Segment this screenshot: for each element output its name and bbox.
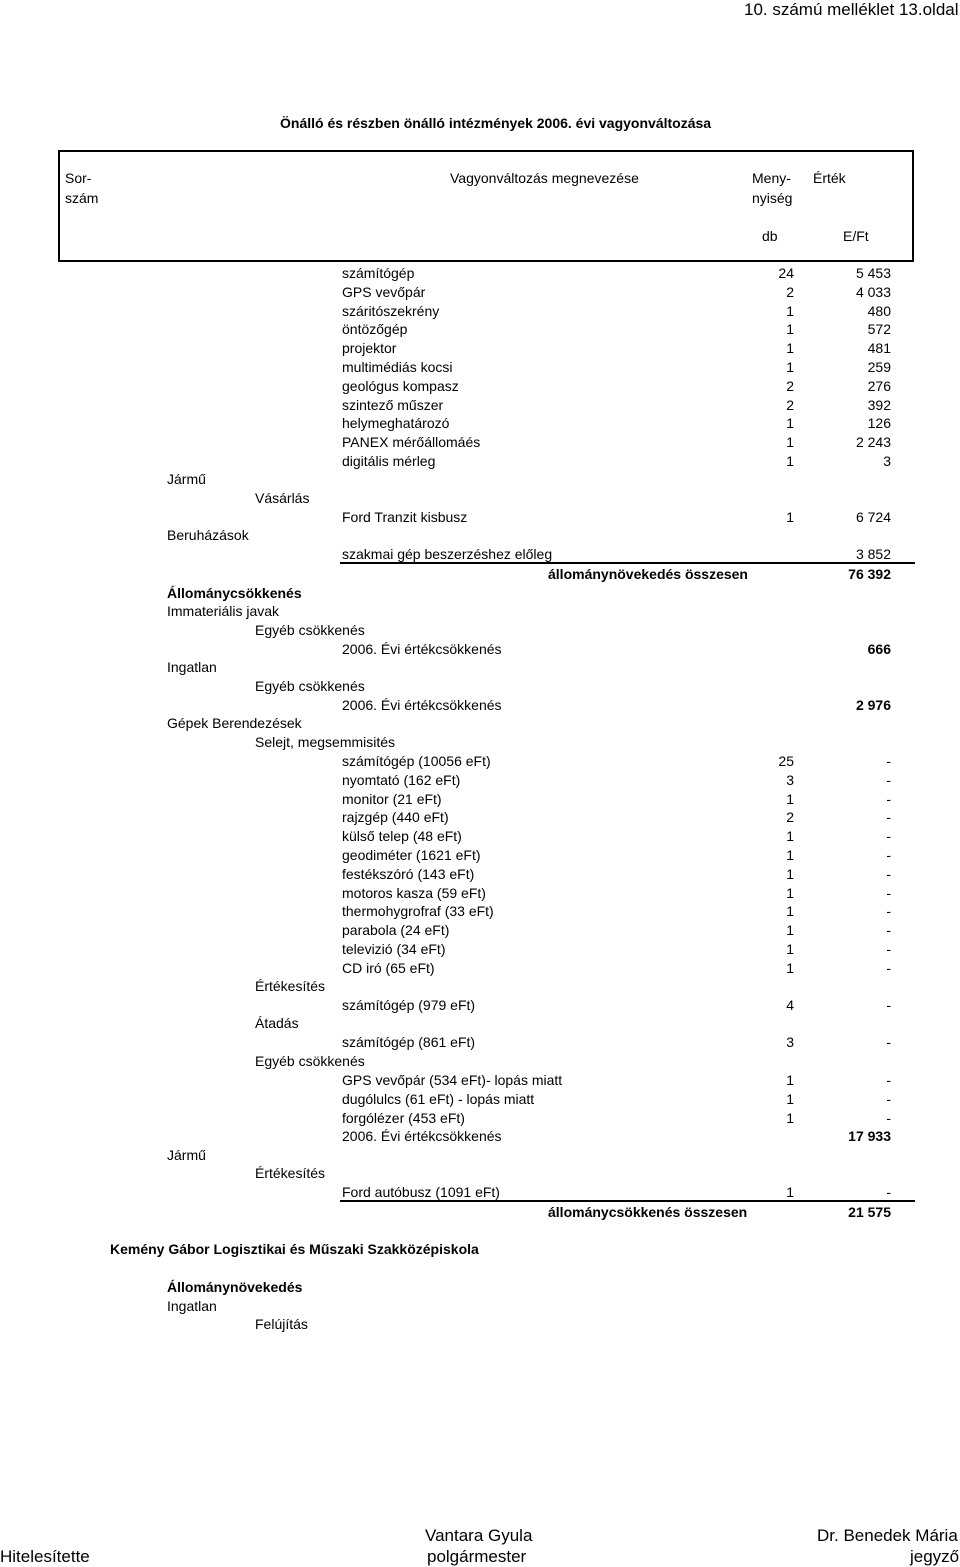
footer-notary-name: Dr. Benedek Mária <box>817 1526 958 1545</box>
list-item-value: 481 <box>867 340 891 357</box>
header-szam: szám <box>65 190 99 206</box>
label-gepek: Gépek Berendezések <box>167 715 302 731</box>
label-jarmu: Jármű <box>167 471 206 487</box>
footer-notary-title: jegyző <box>910 1547 960 1566</box>
list-item-value: - <box>886 1034 891 1050</box>
list-item-value: 276 <box>867 377 891 394</box>
table-header <box>58 150 914 262</box>
evi-3-value: 17 933 <box>848 1128 891 1144</box>
divider-line <box>340 562 915 564</box>
label-evi-2: 2006. Évi értékcsökkenés <box>342 697 502 713</box>
list-item-name: monitor (21 eFt) <box>342 790 442 807</box>
decrease-total-label: állománycsökkenés összesen <box>548 1204 748 1220</box>
label-egyeb-3: Egyéb csökkenés <box>255 1053 365 1069</box>
list-item-name: számítógép <box>342 265 415 281</box>
list-item-qty: 1 <box>786 1090 794 1107</box>
increase-total-label: állománynövekedés összesen <box>548 566 748 582</box>
label-ertekesites-1: Értékesítés <box>255 978 326 994</box>
row-szakmai-gep-value: 3 852 <box>855 546 891 562</box>
list-item-qty: 3 <box>786 771 794 788</box>
label-vasarlas: Vásárlás <box>255 490 310 506</box>
list-item-value: - <box>886 771 891 788</box>
list-item-value: - <box>886 941 891 957</box>
label-jarmu-2: Jármű <box>167 1147 206 1163</box>
list-item-name: geodiméter (1621 eFt) <box>342 847 481 863</box>
header-sor: Sor- <box>65 170 92 186</box>
label-felujitas: Felújítás <box>255 1316 308 1332</box>
label-evi-1: 2006. Évi értékcsökkenés <box>342 641 502 657</box>
list-item-name: thermohygrofraf (33 eFt) <box>342 903 494 920</box>
list-item-name: számítógép (979 eFt) <box>342 997 476 1013</box>
list-item-qty: 1 <box>786 828 794 845</box>
label-immaterialis: Immateriális javak <box>167 603 280 619</box>
list-item-name: helymeghatározó <box>342 415 450 432</box>
list-item-name: szintező műszer <box>342 396 444 413</box>
list-item-name: projektor <box>342 340 397 357</box>
list-item-name: öntözőgép <box>342 321 408 338</box>
list-item-qty: 1 <box>786 847 794 863</box>
list-item-qty: 2 <box>786 283 794 300</box>
list-item-value: - <box>886 997 891 1013</box>
list-item-name: multimédiás kocsi <box>342 359 453 375</box>
header-eft: E/Ft <box>843 228 869 244</box>
list-item-qty: 1 <box>786 1109 794 1126</box>
list-item-qty: 2 <box>786 396 794 413</box>
list-item-value: - <box>886 753 891 769</box>
footer-hitelesitette: Hitelesítette <box>0 1547 90 1566</box>
row-ford-autobusz: Ford autóbusz (1091 eFt) <box>342 1184 500 1200</box>
list-item-value: - <box>886 1072 891 1088</box>
footer-mayor-name: Vantara Gyula <box>425 1526 533 1545</box>
list-item-value: - <box>886 922 891 939</box>
list-item-value: 3 <box>883 453 891 469</box>
list-item-value: - <box>886 790 891 807</box>
list-item-name: geológus kompasz <box>342 377 459 394</box>
row-ford-tranzit-qty: 1 <box>786 509 794 525</box>
list-item-name: számítógép (10056 eFt) <box>342 753 491 769</box>
evi-2-value: 2 976 <box>855 697 891 713</box>
section-allomanycsokkenes: Állománycsökkenés <box>167 585 302 601</box>
row-szakmai-gep: szakmai gép beszerzéshez előleg <box>342 546 553 562</box>
list-item-value: - <box>886 1090 891 1107</box>
list-item-qty: 1 <box>786 790 794 807</box>
row-ford-tranzit-value: 6 724 <box>855 509 891 525</box>
list-item-name: száritószekrény <box>342 302 440 319</box>
list-item-value: - <box>886 903 891 920</box>
list-item-qty: 1 <box>786 453 794 469</box>
label-selejt: Selejt, megsemmisités <box>255 734 396 750</box>
list-item-name: nyomtató (162 eFt) <box>342 771 461 788</box>
list-item-qty: 1 <box>786 321 794 338</box>
list-item-qty: 1 <box>786 340 794 357</box>
list-item-qty: 2 <box>786 809 794 826</box>
list-item-name: festékszóró (143 eFt) <box>342 865 475 882</box>
header-ertek: Érték <box>813 170 846 186</box>
list-item-value: - <box>886 1109 891 1126</box>
header-db: db <box>762 228 778 244</box>
evi-1-value: 666 <box>867 641 891 657</box>
list-item-qty: 24 <box>778 265 794 281</box>
list-item-qty: 1 <box>786 922 794 939</box>
list-item-value: - <box>886 809 891 826</box>
list-item-value: 259 <box>867 359 891 375</box>
list-item-qty: 1 <box>786 884 794 901</box>
label-evi-3: 2006. Évi értékcsökkenés <box>342 1128 502 1144</box>
list-item-qty: 25 <box>778 753 794 769</box>
list-item-value: 4 033 <box>855 283 891 300</box>
list-item-name: külső telep (48 eFt) <box>342 828 462 845</box>
list-item-value: - <box>886 884 891 901</box>
list-item-qty: 1 <box>786 359 794 375</box>
list-item-qty: 3 <box>786 1034 794 1050</box>
list-item-value: - <box>886 959 891 976</box>
list-item-name: GPS vevőpár <box>342 283 426 300</box>
list-item-value: 5 453 <box>855 265 891 281</box>
label-ingatlan-1: Ingatlan <box>167 659 217 675</box>
list-item-qty: 1 <box>786 903 794 920</box>
header-menny: Meny- <box>752 170 791 186</box>
list-item-qty: 1 <box>786 302 794 319</box>
increase-total-value: 76 392 <box>848 566 891 582</box>
list-item-name: CD iró (65 eFt) <box>342 959 435 976</box>
list-item-value: - <box>886 865 891 882</box>
list-item-value: 2 243 <box>855 434 891 451</box>
label-atadas: Átadás <box>255 1015 299 1031</box>
list-item-qty: 2 <box>786 377 794 394</box>
list-item-qty: 1 <box>786 415 794 432</box>
label-beruhazasok: Beruházások <box>167 527 249 543</box>
list-item-qty: 1 <box>786 1072 794 1088</box>
list-item-qty: 1 <box>786 865 794 882</box>
list-item-qty: 1 <box>786 941 794 957</box>
list-item-name: televizió (34 eFt) <box>342 941 446 957</box>
row-ford-autobusz-qty: 1 <box>786 1184 794 1200</box>
page-label: 10. számú melléklet 13.oldal <box>744 0 959 19</box>
list-item-name: digitális mérleg <box>342 453 436 469</box>
row-ford-autobusz-value: - <box>886 1184 891 1200</box>
header-nyiseg: nyiség <box>752 190 793 206</box>
decrease-total-value: 21 575 <box>848 1204 891 1220</box>
page-title: Önálló és részben önálló intézmények 2006. évi vagyonváltozása <box>280 115 712 131</box>
list-item-qty: 1 <box>786 959 794 976</box>
list-item-value: - <box>886 847 891 863</box>
list-item-name: forgólézer (453 eFt) <box>342 1109 465 1126</box>
list-item-name: dugólulcs (61 eFt) - lopás miatt <box>342 1090 535 1107</box>
list-item-qty: 4 <box>786 997 794 1013</box>
footer-mayor-title: polgármester <box>427 1547 527 1566</box>
list-item-name: számítógép (861 eFt) <box>342 1034 476 1050</box>
divider-line <box>340 1200 915 1202</box>
list-item-name: PANEX mérőállomáés <box>342 434 481 451</box>
list-item-name: parabola (24 eFt) <box>342 922 450 939</box>
list-item-value: 392 <box>867 396 891 413</box>
list-item-value: 126 <box>867 415 891 432</box>
list-item-value: - <box>886 828 891 845</box>
row-ford-tranzit: Ford Tranzit kisbusz <box>342 509 468 525</box>
label-egyeb-1: Egyéb csökkenés <box>255 622 365 638</box>
list-item-value: 480 <box>867 302 891 319</box>
list-item-name: GPS vevőpár (534 eFt)- lopás miatt <box>342 1072 563 1088</box>
header-megnevezes: Vagyonváltozás megnevezése <box>450 170 639 186</box>
section-allomanynovekedes: Állománynövekedés <box>167 1279 303 1295</box>
label-ertekesites-2: Értékesítés <box>255 1165 326 1181</box>
list-item-name: rajzgép (440 eFt) <box>342 809 449 826</box>
school-title: Kemény Gábor Logisztikai és Műszaki Szakközépiskola <box>110 1241 479 1257</box>
list-item-name: motoros kasza (59 eFt) <box>342 884 486 901</box>
list-item-qty: 1 <box>786 434 794 451</box>
label-egyeb-2: Egyéb csökkenés <box>255 678 365 694</box>
label-ingatlan-2: Ingatlan <box>167 1298 217 1314</box>
list-item-value: 572 <box>867 321 891 338</box>
